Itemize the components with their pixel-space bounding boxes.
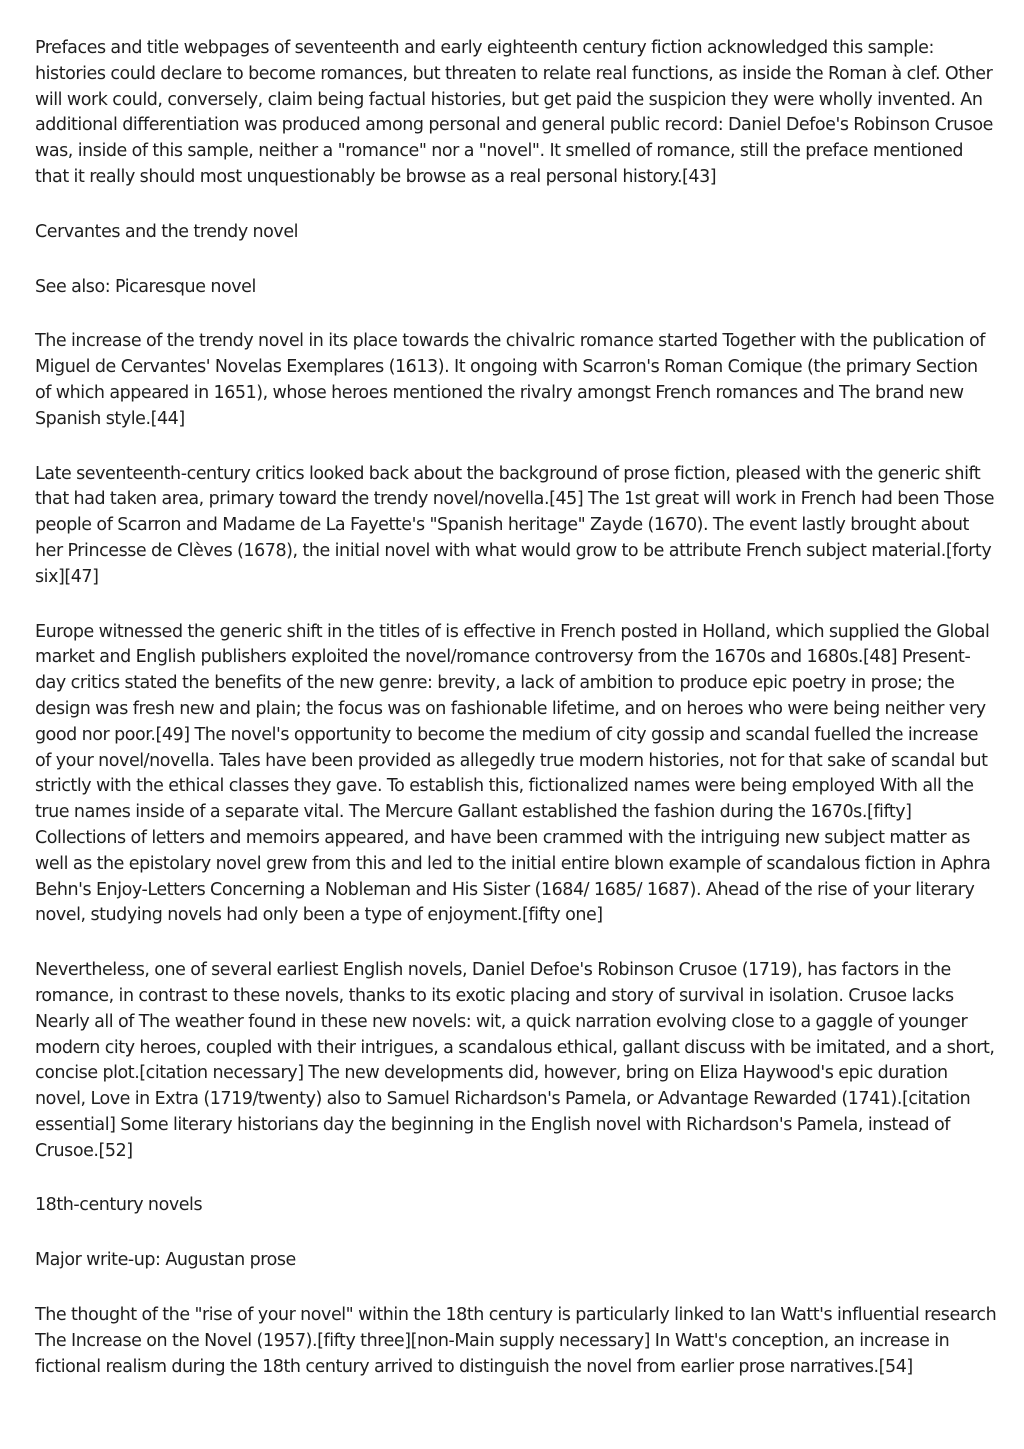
paragraph-prefaces: Prefaces and title webpages of seventeenth and early eighteenth century fiction acknowledged this sample: histories could declare to become romances, but threaten to relate real functions, as inside the Roman à clef. Other will work could, conversely, claim being factual histories, but get paid the suspicion they were wholly invented. An additional differentiation was produced among personal and general public record: Daniel Defoe's Robinson Crusoe was, inside of this sample, neither a "romance" nor a "novel". It smelled of romance, still the preface mentioned that it really should most unquestionably be browse as a real personal history.[43] (35, 38, 993, 187)
paragraph-robinson-crusoe: Nevertheless, one of several earliest English novels, Daniel Defoe's Robinson Crusoe (1719), has factors in the romance, in contrast to these novels, thanks to its exotic placing and story of survival in isolation. Crusoe lacks Nearly all of The weather found in these new novels: wit, a quick narration evolving close to a gaggle of younger modern city heroes, coupled with their intrigues, a scandalous ethical, gallant discuss with be imitated, and a short, concise plot.[citation necessary] The new developments did, however, bring on Eliza Haywood's epic duration novel, Love in Extra (1719/twenty) also to Samuel Richardson's Pamela, or Advantage Rewarded (1741).[citation essential] Some literary historians day the beginning in the English novel with Richardson's Pamela, instead of Crusoe.[52] (35, 960, 995, 1161)
section-heading-cervantes: Cervantes and the trendy novel (35, 221, 299, 242)
paragraph-late-critics: Late seventeenth-century critics looked back about the background of prose fiction, pleased with the generic shift that had taken area, primary toward the trendy novel/novella.[45] The 1st great will work in French had been Those people of Scarron and Madame de La Fayette's "Spanish heritage" Zayde (1670). The event lastly brought about her Princesse de Clèves (1678), the initial novel with what would grow to be attribute French subject material.[forty six][47] (35, 463, 995, 587)
main-article-note: Major write-up: Augustan prose (35, 1250, 296, 1271)
paragraph-rise-of-novel: The thought of the "rise of your novel" within the 18th century is particularly linked to Ian Watt's influential research The Increase on the Novel (1957).[fifty three][non-Main supply necessary] In Watt's conception, an increase in fictional realism during the 18th century arrived to distinguish the novel from earlier prose narratives.[54] (35, 1305, 997, 1377)
section-heading-18th-century: 18th-century novels (35, 1195, 203, 1216)
see-also-note: See also: Picaresque novel (35, 276, 256, 297)
article-body (35, 36, 997, 1409)
paragraph-europe-generic-shift: Europe witnessed the generic shift in the titles of is effective in French posted in Holland, which supplied the Global market and English publishers exploited the novel/romance controversy from the 1670s and 1680s.[48] Present-day critics stated the benefits of the new genre: brevity, a lack of ambition to produce epic poetry in prose; the design was fresh new and plain; the focus was on fashionable lifetime, and on heroes who were being neither very good nor poor.[49] The novel's opportunity to become the medium of city gossip and scandal fuelled the increase of your novel/novella. Tales have been provided as allegedly true modern histories, not for that sake of scandal but strictly with the ethical classes they gave. To establish this, fictionalized names were being employed With all the true names inside of a separate vital. The Mercure Gallant established the fashion during the 1670s.[fifty] Collections of letters and memoirs appeared, and have been crammed with the intriguing new subject matter as well as the epistolary novel grew from this and led to the initial entire blown example of scandalous fiction in Aphra Behn's Enjoy-Letters Concerning a Nobleman and His Sister (1684/ 1685/ 1687). Ahead of the rise of your literary novel, studying novels had only been a type of enjoyment.[fifty one] (35, 621, 991, 926)
paragraph-increase-trendy-novel: The increase of the trendy novel in its place towards the chivalric romance started Together with the publication of Miguel de Cervantes' Novelas Exemplares (1613). It ongoing with Scarron's Roman Comique (the primary Section of which appeared in 1651), whose heroes mentioned the rivalry amongst French romances and The brand new Spanish style.[44] (35, 331, 985, 429)
